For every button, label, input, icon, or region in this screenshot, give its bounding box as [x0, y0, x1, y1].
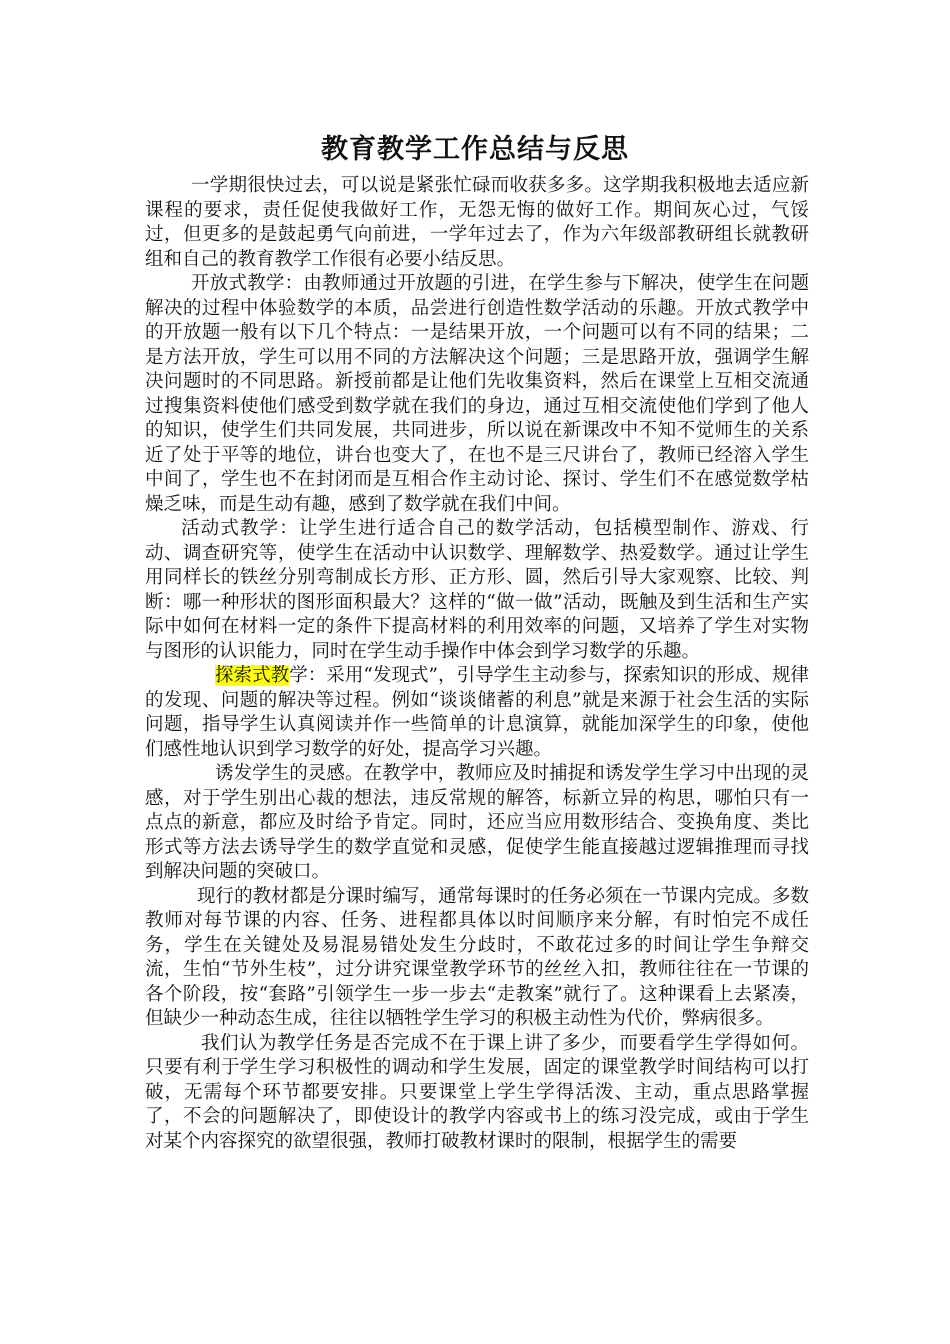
paragraph-open-teaching: 开放式教学：由教师通过开放题的引进，在学生参与下解决，使学生在问题解决的过程中体验数学的本质，品尝进行创造性数学活动的乐趣。开放式教学中的开放题一般有以下几个特点：一是结果开放，一个问题可以有不同的结果；二是方法开放，学生可以用不同的方法解决这个问题；三是思路开放，强调学生解决问题时的不同思路。新授前都是让他们先收集资料，然后在课堂上互相交流通过搜集资料使他们感受到数学就在我们的身边，通过互相交流使他们学到了他人的知识，使学生们共同发展，共同进步，所以说在新课改中不知不觉师生的关系近了处于平等的地位，讲台也变大了，在也不是三尺讲台了，教师已经溶入学生中间了，学生也不在封闭而是互相合作主动讨论、探讨、学生们不在感觉数学枯燥乏味，而是生动有趣，感到了数学就在我们中间。: [145, 273, 809, 515]
paragraph-explore-teaching: [145, 664, 809, 762]
paragraph-intro: 一学期很快过去，可以说是紧张忙碌而收获多多。这学期我积极地去适应新课程的要求，责任促使我做好工作，无怨无悔的做好工作。期间灰心过，气馁过，但更多的是鼓起勇气向前进，一学年过去了，作为六年级部教研组长就教研组和自己的教育教学工作很有必要小结反思。: [145, 175, 809, 270]
paragraph-inspiration: 诱发学生的灵感。在教学中，教师应及时捕捉和诱发学生学习中出现的灵感，对于学生别出心裁的想法，违反常规的解答，标新立异的构思，哪怕只有一点点的新意，都应及时给予肯定。同时，还应当应用数形结合、变换角度、类比形式等方法去诱导学生的数学直觉和灵感，促使学生能直接越过逻辑推理而寻找到解决问题的突破口。: [145, 763, 809, 882]
paragraph-explore-text: 学：采用“发现式”，引导学生主动参与，探索知识的形成、规律的发现、问题的解决等过程。例如“谈谈储蓄的利息”就是来源于社会生活的实际问题，指导学生认真阅读并作一些简单的计息演算，就能加深学生的印象，使他们感性地认识到学习数学的好处，提高学习兴趣。: [145, 665, 809, 760]
document-title: 教育教学工作总结与反思: [321, 134, 629, 165]
paragraph-activity-teaching: 活动式教学：让学生进行适合自己的数学活动，包括模型制作、游戏、行动、调查研究等，使学生在活动中认识数学、理解数学、热爱数学。通过让学生用同样长的铁丝分别弯制成长方形、正方形、圆，然后引导大家观察、比较、判断：哪一种形状的图形面积最大？这样的“做一做”活动，既触及到生活和生产实际中如何在材料一定的条件下提高材料的利用效率的问题，又培养了学生对实物与图形的认识能力，同时在学生动手操作中体会到学习数学的乐趣。: [145, 518, 809, 662]
highlighted-text: 探索式教: [215, 665, 290, 686]
paragraph-textbook: 现行的教材都是分课时编写，通常每课时的任务必须在一节课内完成。多数教师对每节课的内容、任务、进程都具体以时间顺序来分解，有时怕完不成任务，学生在关键处及易混易错处发生分歧时，不敢花过多的时间让学生争辩交流，生怕“节外生枝”，过分讲究课堂教学环节的丝丝入扣，教师往往在一节课的各个阶段，按“套路”引领学生一步一步去“走教案”就行了。这种课看上去紧凑，但缺少一种动态生成，往往以牺牲学生学习的积极主动性为代价，弊病很多。: [145, 885, 809, 1029]
paragraph-teaching-task: 我们认为教学任务是否完成不在于课上讲了多少，而要看学生学得如何。只要有利于学生学习积极性的调动和学生发展，固定的课堂教学时间结构可以打破，无需每个环节都要安排。只要课堂上学生学得活泼、主动，重点思路掌握了，不会的问题解决了，即使设计的教学内容或书上的练习没完成，或由于学生对某个内容探究的欲望很强，教师打破教材课时的限制，根据学生的需要: [145, 1032, 809, 1152]
document-body: [145, 174, 809, 1154]
